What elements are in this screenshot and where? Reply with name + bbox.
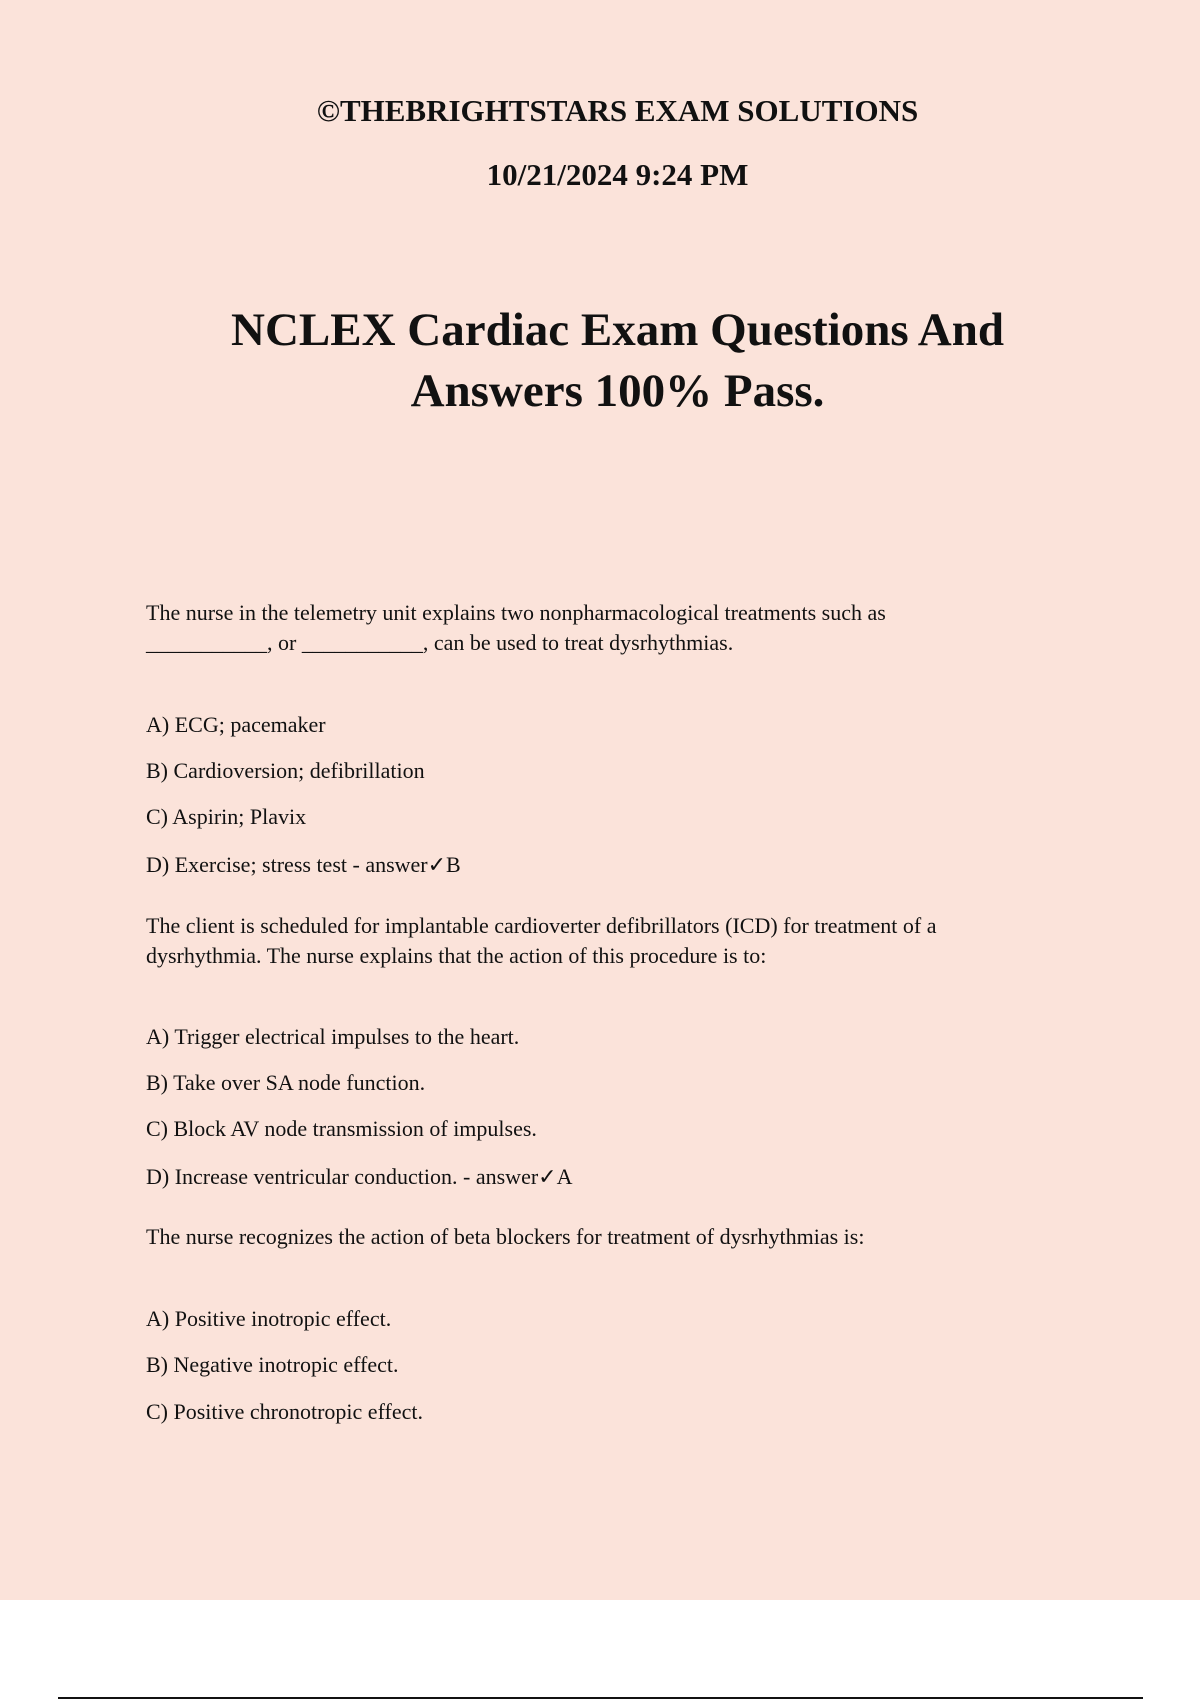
brand-header: ©THEBRIGHTSTARS EXAM SOLUTIONS xyxy=(316,93,919,128)
title-line-1: NCLEX Cardiac Exam Questions And xyxy=(231,304,1004,356)
question-1-option-b: B) Cardioversion; defibrillation xyxy=(146,758,425,783)
date-stamp: 10/21/2024 9:24 PM xyxy=(486,157,749,192)
question-3-stem xyxy=(146,1222,1046,1252)
question-1-option-a: A) ECG; pacemaker xyxy=(146,712,326,737)
question-3-line-1: The nurse recognizes the action of beta blockers for treatment of dysrhythmias is: xyxy=(146,1224,865,1249)
document-title xyxy=(180,300,1055,422)
question-2-option-b: B) Take over SA node function. xyxy=(146,1070,426,1095)
question-1-stem xyxy=(146,598,1046,658)
question-2-option-d: D) Increase ventricular conduction. - answer✓A xyxy=(146,1164,573,1189)
question-3-option-c: C) Positive chronotropic effect. xyxy=(146,1399,423,1424)
document-header xyxy=(0,92,1200,194)
question-1-option-c: C) Aspirin; Plavix xyxy=(146,804,307,829)
question-1-line-1: The nurse in the telemetry unit explains two nonpharmacological treatments such as xyxy=(146,600,886,625)
question-2-option-a: A) Trigger electrical impulses to the heart. xyxy=(146,1024,520,1049)
question-1-option-d: D) Exercise; stress test - answer✓B xyxy=(146,852,461,877)
question-2-option-c: C) Block AV node transmission of impulses. xyxy=(146,1116,537,1141)
question-1-line-2: ___________, or ___________, can be used to treat dysrhythmias. xyxy=(146,630,734,655)
question-3-option-b: B) Negative inotropic effect. xyxy=(146,1352,399,1377)
question-2-line-2: dysrhythmia. The nurse explains that the action of this procedure is to: xyxy=(146,943,767,968)
question-2-line-1: The client is scheduled for implantable cardioverter defibrillators (ICD) for treatment of a xyxy=(146,913,937,938)
question-2-stem xyxy=(146,911,1046,971)
page-footer-divider xyxy=(58,1697,1143,1699)
title-line-2: Answers 100% Pass. xyxy=(410,365,825,417)
question-3-option-a: A) Positive inotropic effect. xyxy=(146,1306,392,1331)
